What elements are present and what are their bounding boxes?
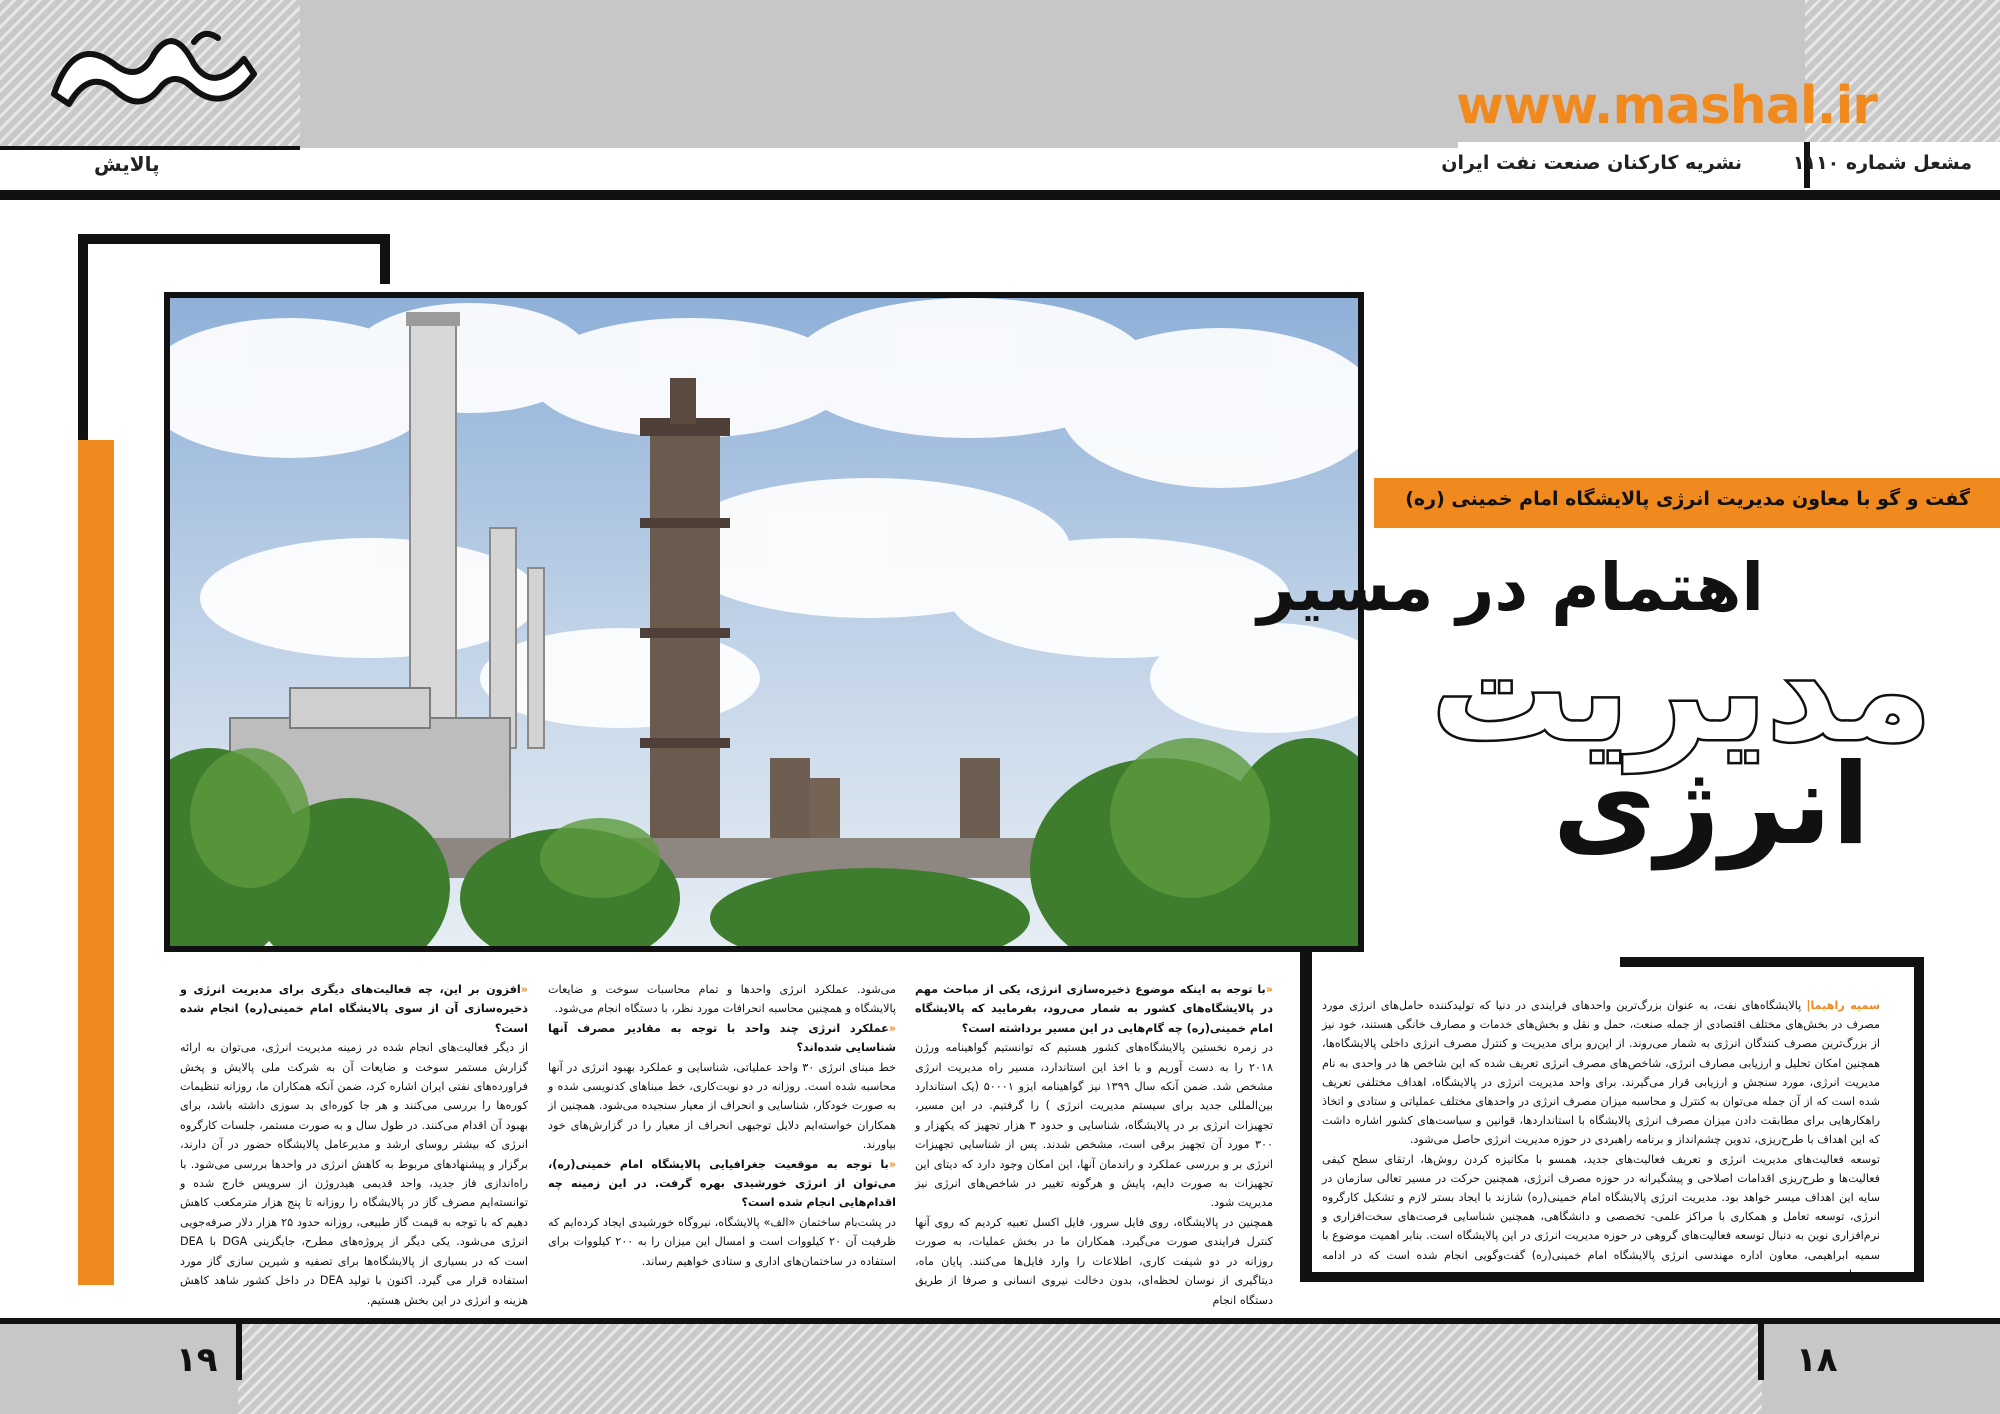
website-url[interactable]: www.mashal.ir bbox=[1456, 76, 1877, 136]
title-line-3: انرژی bbox=[1552, 740, 1870, 870]
question-3: «با توجه به موقعیت جغرافیایی پالایشگاه امام خمینی(ره)، می‌توان از انرژی خورشیدی بهره گرفت. در این زمینه چه اقدام‌هایی انجام شده است؟ bbox=[548, 1157, 896, 1210]
section-label: پالایش bbox=[94, 152, 160, 176]
chevron-icon: « bbox=[888, 1157, 896, 1171]
intro-frame-right bbox=[1914, 957, 1924, 1282]
refinery-photo bbox=[164, 292, 1364, 952]
footer-hatch bbox=[238, 1324, 1762, 1414]
refinery-photo-image bbox=[170, 298, 1358, 946]
mashal-logo[interactable] bbox=[44, 14, 264, 114]
title-line-1: اهتمام در مسیر bbox=[1257, 549, 1764, 626]
footer-divider-right bbox=[1758, 1324, 1764, 1380]
intro-frame-top-right bbox=[1620, 957, 1924, 967]
footer-divider-left bbox=[236, 1324, 242, 1380]
chevron-icon: « bbox=[520, 983, 528, 996]
frame-top-bar bbox=[78, 234, 390, 244]
page-number-left: ۱۹ bbox=[176, 1340, 218, 1380]
orange-vertical-bar bbox=[78, 440, 114, 1285]
body-column-2 bbox=[915, 980, 1273, 1310]
answer-1b: همچنین در پالایشگاه، روی فایل سرور، فایل اکسل تعبیه کردیم که روی آنها کنترل فرایندی صورت می‌گیرد. همکاران ما در بخش عملیات، به صورت روزانه در دو شیفت کاری، اطلاعات را وارد فایل‌ها می‌کنند. پایان ماه، دیتاگیری از نوسان لحظه‌ای، بدون دخالت نیروی انسانی و صرفا از طریق دستگاه انجام bbox=[915, 1215, 1273, 1307]
publication-name: نشریه کارکنان صنعت نفت ایران bbox=[1441, 152, 1742, 174]
answer-2: خط مبنای انرژی ۳۰ واحد عملیاتی، شناسایی و عملکرد بهبود انرژی در آنها محاسبه شده است. روزانه در دو نوبت‌کاری، خط مبناهای کدنویسی شده و به صورت خودکار، شناسایی و انحراف از معیار سنجیده می‌شود. همچنین از همکاران خواسته‌ایم دلایل توجیهی انحراف از معیار را در گزارش‌های خود بیاورند. bbox=[548, 1060, 896, 1152]
article-subtitle: گفت و گو با معاون مدیریت انرژی پالایشگاه امام خمینی (ره) bbox=[1405, 488, 1970, 510]
issue-number: مشعل شماره ۱۱۱۰ bbox=[1792, 152, 1972, 174]
page-number-right: ۱۸ bbox=[1796, 1340, 1838, 1380]
header-rule bbox=[0, 190, 2000, 200]
frame-left-bar bbox=[78, 234, 88, 444]
intro-frame-top bbox=[1300, 952, 1312, 1282]
mashal-logo-icon bbox=[44, 14, 264, 114]
body-column-4 bbox=[180, 980, 528, 1310]
title-line-2: مدیریت bbox=[1431, 611, 1932, 772]
body-column-3 bbox=[548, 980, 896, 1271]
question-4: «افزون بر این، چه فعالیت‌های دیگری برای مدیریت انرژی و ذخیره‌سازی آن از سوی پالایشگاه امام خمینی(ره) انجام شده است؟ bbox=[180, 983, 528, 1035]
answer-3: در پشت‌بام ساختمان «الف» پالایشگاه، نیروگاه خورشیدی ایجاد کرده‌ایم که ظرفیت آن ۲۰ کیلووات است و امسال این میزان را به ۲۰۰ کیلووات برای استفاده در ساختمان‌های اداری و ستادی خواهیم رساند. bbox=[548, 1215, 897, 1268]
answer-4: از دیگر فعالیت‌های انجام شده در زمینه مدیریت انرژی، می‌توان به ارائه گزارش مستمر سوخت و ضایعات آن به شرکت ملی پالایش و پخش فراورده‌های نفتی ایران اشاره کرد، ضمن آنکه همکاران ما، روزانه تنظیمات کوره‌ها را بررسی می‌کنند و هر جا کوره‌ای بد سوزی داشته باشد، برای بهبود آن اقدام می‌کنند. در طول سال و به صورت مستمر، جلسات کارگروه انرژی که بیشتر روسای ارشد و مدیرعامل پالایشگاه حضور در آن دارند، برگزار و پیشنهادهای مربوط به کاهش انرژی در واحدها بررسی می‌شود. با راه‌اندازی فاز جدید، واحد قدیمی هیدروژن از سرویس خارج شده و توانسته‌ایم مصرف گاز در پالایشگاه را روزانه تا پنج هزار مترمکعب کاهش دهیم که با توجه به قیمت گاز طبیعی، روزانه حدود ۲۵ هزار دلار صرفه‌جویی انرژی می‌شود. یکی دیگر از پروژه‌های مطرح، جایگزینی DGA با DEA است که در بسیاری از پالایشگاه‌ها برای تصفیه و شیرین سازی گاز مورد استفاده قرار می گیرد. اکنون با تولید DEA در داخل کشور شاهد کاهش هزینه و انرژی در این بخش هستیم. bbox=[180, 1041, 528, 1307]
intro-paragraph-2: توسعه فعالیت‌های مدیریت انرژی و تعریف فعالیت‌های جدید، همسو با مکانیزه کردن روش‌ها، ارتقای سطح کیفی فعالیت‌ها و طرح‌ریزی اقدامات اصلاحی و پیشگیرانه در حوزه مصرف انرژی، همچنین حرکت در مسیر تعالی سازمان در سایه این اهداف میسر خواهد بود. مدیریت انرژی پالایشگاه امام خمینی(ره) شازند با ایجاد بستر لازم و تشکیل کارگروه انرژی، توسعه تعامل و همکاری با مراکز علمی- تخصصی و دانشگاهی، همچنین شناسایی فرصت‌های سخت‌افزاری و نرم‌افزاری نوین به دنبال توسعه فعالیت‌های گروهی در حوزه مدیریت انرژی در این پالایشگاه است. بنابر اهمیت موضوع با سمیه ابراهیمی، معاون اداره مهندسی انرژی پالایشگاه امام خمینی(ره) گفت‌وگویی انجام شده است که در ادامه می‌خوانید. bbox=[1322, 1152, 1880, 1281]
chevron-icon: « bbox=[888, 1021, 896, 1035]
chevron-icon: « bbox=[1265, 983, 1273, 996]
answer-1a: در زمره نخستین پالایشگاه‌های کشور هستیم که توانستیم گواهینامه ورژن ۲۰۱۸ را به دست آوریم و با اخذ این استاندارد، مسیر راه مدیریت انرژی مشخص شد. ضمن آنکه سال ۱۳۹۹ نیز گواهینامه ایزو ۵۰۰۰۱ (یک استاندارد بین‌المللی جدید برای سیستم مدیریت انرژی ) را گرفتیم. در این مسیر، تجهیزات انرژی بر در پالایشگاه، شناسایی و حدود ۳ هزار تجهیز که یکهزار و ۳۰۰ مورد آن تجهیز برقی است، مشخص شدند. پس از شناسایی تجهیزات انرژی بر و بررسی عملکرد و راندمان آنها، این امکان وجود دارد که دیتای این تجهیزات به صورت دایم، پایش و هرگونه تغییر در شاخص‌های انرژی نیز مدیریت شود. bbox=[915, 1041, 1273, 1210]
question-1: «با توجه به اینکه موضوع ذخیره‌سازی انرژی، یکی از مباحث مهم در پالایشگاه‌های کشور به شمار می‌رود، بفرمایید که پالایشگاه امام خمینی(ره) چه گام‌هایی در این مسیر برداشته است؟ bbox=[915, 983, 1273, 1035]
frame-right-stub bbox=[380, 234, 390, 284]
answer-1c: می‌شود. عملکرد انرژی واحدها و تمام محاسبات سوخت و ضایعات پالایشگاه و همچنین محاسبه انحرافات مورد نظر، با دستگاه انجام می‌شود. bbox=[548, 983, 896, 1016]
intro-paragraph-1: پالایشگاه‌های نفت، به عنوان بزرگ‌ترین واحدهای فرایندی در دنیا که تولیدکننده حامل‌های انرژی مورد مصرف در بخش‌های مختلف اقتصادی از جمله صنعت، حمل و نقل و بخش‌های خدمات و مصارف خانگی هستند، خود نیز از بزرگ‌ترین مصرف کنندگان انرژی به شمار می‌روند. از این‌رو برای مدیریت و کنترل مصرف انرژی داخلی پالایشگاه‌ها، همچنین امکان تحلیل و ارزیابی مصارف انرژی، شاخص‌های مصرف انرژی تعریف شده که این شاخص ها در واحدی به نام مدیریت انرژی، مورد سنجش و ارزیابی قرار می‌گیرند. برای واحد مدیریت انرژی در پالایشگاه، اهداف مختلفی تعریف شده است که از آن جمله می‌توان به کنترل و محاسبه میزان مصرف انرژی در واحدهای مختلف عملیاتی و ستادی و اتخاذ راهکارهایی برای مطابقت دادن میزان مصرف انرژی پالایشگاه با استانداردها، قوانین و سیاست‌های کشور اشاره داشت که این اهداف با طرح‌ریزی، تدوین چشم‌انداز و برنامه راهبردی در حوزه مدیریت انرژی حاصل می‌شود. bbox=[1322, 999, 1880, 1147]
intro-column bbox=[1322, 996, 1880, 1284]
author-name: سمیه راهیما| bbox=[1806, 999, 1881, 1012]
question-2: «عملکرد انرژی چند واحد با توجه به مقادیر مصرف آنها شناسایی شده‌اند؟ bbox=[548, 1021, 896, 1055]
